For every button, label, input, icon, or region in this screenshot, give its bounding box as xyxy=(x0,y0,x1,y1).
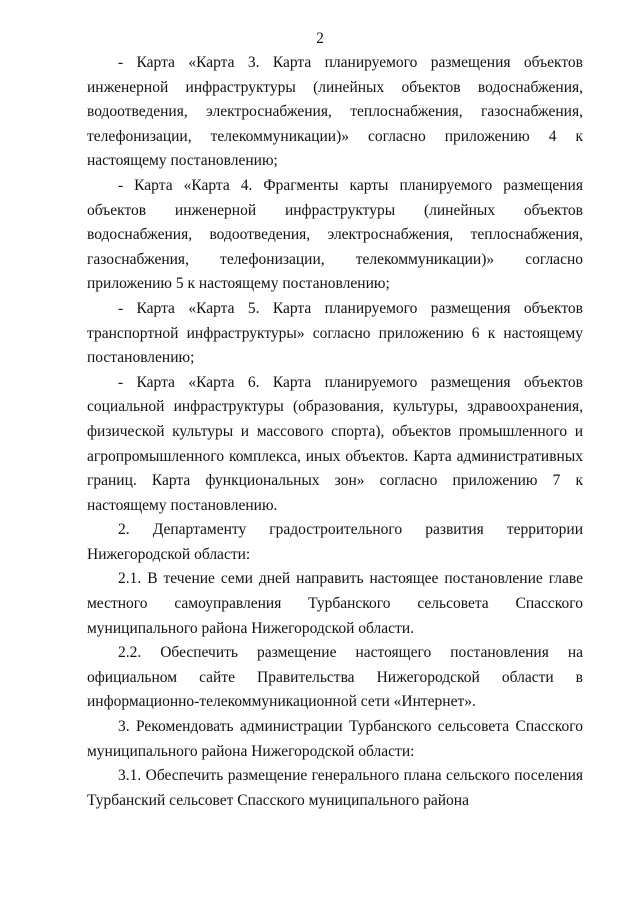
document-body xyxy=(87,51,583,813)
paragraph-map-4: - Карта «Карта 4. Фрагменты карты планируемого размещения объектов инженерной инфраструктуры (линейных объектов водоснабжения, водоотведения, электроснабжения, теплоснабжения, газоснабжения, телефонизации, телекоммуникации)» согласно приложению 5 к настоящему постановлению; xyxy=(87,176,583,293)
paragraph-item-3-1: 3.1. Обеспечить размещение генерального плана сельского поселения Турбанский сельсовет Спасского муниципального района xyxy=(87,767,583,809)
paragraph-item-3: 3. Рекомендовать администрации Турбанского сельсовета Спасского муниципального района Нижегородской области: xyxy=(87,718,583,760)
page-number: 2 xyxy=(316,30,324,47)
paragraph-map-6: - Карта «Карта 6. Карта планируемого размещения объектов социальной инфраструктуры (образования, культуры, здравоохранения, физической культуры и массового спорта), объектов промышленного и агропромышленного комплекса, иных объектов. Карта административных границ. Карта функциональных зон» согласно приложению 7 к настоящему постановлению. xyxy=(87,373,583,514)
paragraph-item-2-2: 2.2. Обеспечить размещение настоящего постановления на официальном сайте Правительства Нижегородской области в информационно-телекоммуникационной сети «Интернет». xyxy=(87,644,583,711)
paragraph-item-2: 2. Департаменту градостроительного развития территории Нижегородской области: xyxy=(87,521,583,563)
paragraph-map-3: - Карта «Карта 3. Карта планируемого размещения объектов инженерной инфраструктуры (линейных объектов водоснабжения, водоотведения, электроснабжения, теплоснабжения, газоснабжения, телефонизации, телекоммуникации)» согласно приложению 4 к настоящему постановлению; xyxy=(87,54,583,170)
paragraph-item-2-1: 2.1. В течение семи дней направить настоящее постановление главе местного самоуправления Турбанского сельсовета Спасского муниципального района Нижегородской области. xyxy=(87,570,583,637)
paragraph-map-5: - Карта «Карта 5. Карта планируемого размещения объектов транспортной инфраструктуры» согласно приложению 6 к настоящему постановлению; xyxy=(87,299,583,367)
